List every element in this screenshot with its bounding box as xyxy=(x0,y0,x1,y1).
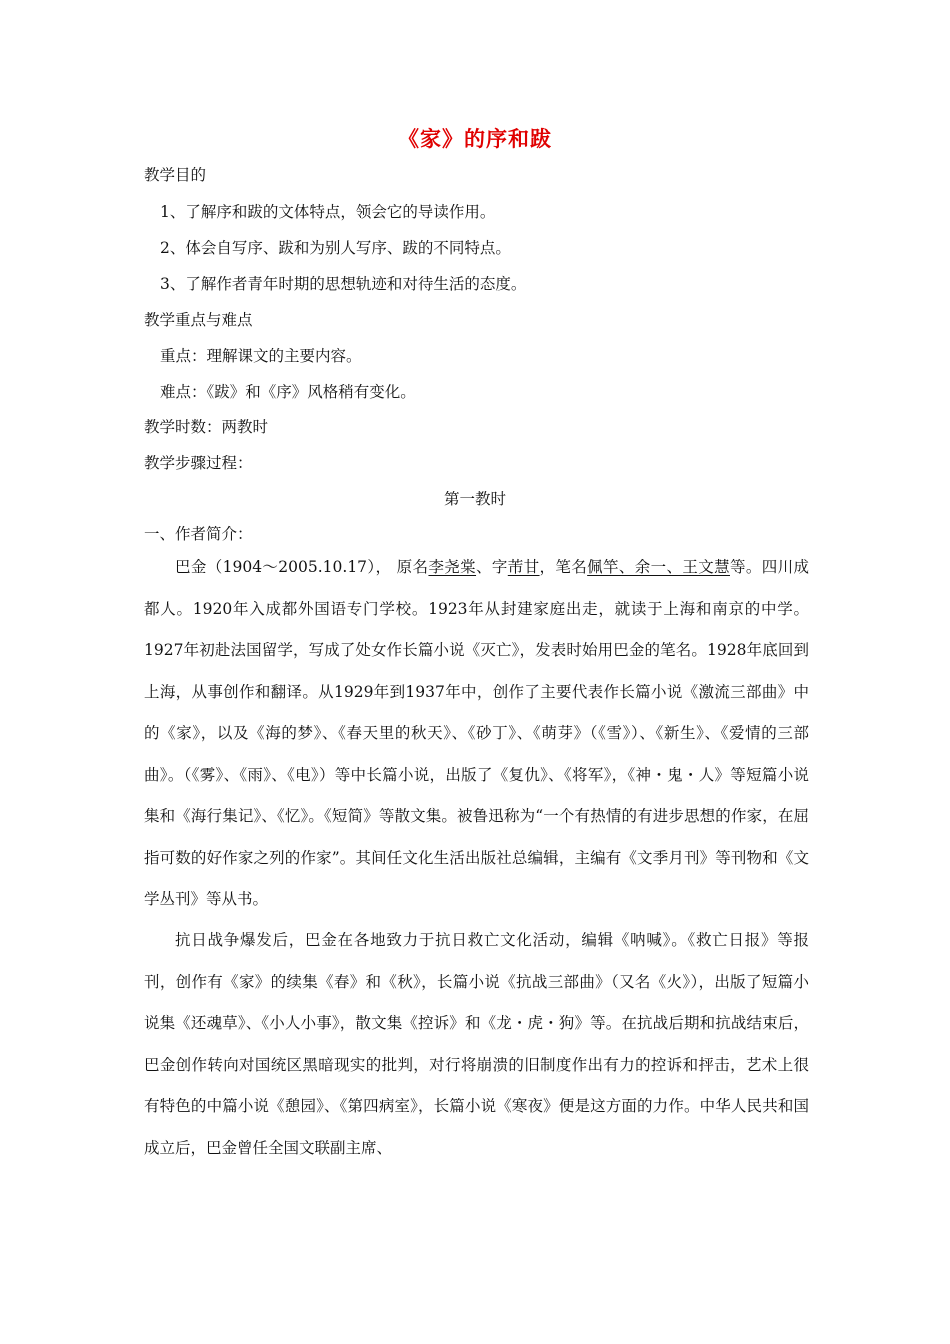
original-name: 李尧棠 xyxy=(428,558,477,576)
section-heading: 一、作者简介： xyxy=(144,525,253,543)
wartime-bio-paragraph: 抗日战争爆发后，巴金在各地致力于抗日救亡文化活动，编辑《呐喊》。《救亡日报》等报刊，创作有《家》的续集《春》和《秋》，长篇小说《抗战三部曲》（又名《火》），出版了短篇小说集《还魂草》、《小人小事》，散文集《控诉》和《龙・虎・狗》等。在抗战后期和抗战结束后，巴金创作转向对国统区黑暗现实的批判，对行将崩溃的旧制度作出有力的控诉和抨击，艺术上很有特色的中篇小说《憩园》、《第四病室》，长篇小说《寒夜》便是这方面的力作。中华人民共和国成立后，巴金曾任全国文联副主席、 xyxy=(144,931,809,1157)
teaching-hours: 教学时数：两教时 xyxy=(144,418,269,436)
objectives-heading: 教学目的 xyxy=(144,166,207,184)
bio-text: 等。四川成都人。1920年入成都外国语专门学校。1923年从封建家庭出走，就读于上海和南京的中学。1927年初赴法国留学，写成了处女作长篇小说《灭亡》，发表时始用巴金的笔名。1928年底回到上海，从事创作和翻译。从1929年到1937年中，创作了主要代表作长篇小说《激流三部曲》中的《家》，以及《海的梦》、《春天里的秋天》、《砂丁》、《萌芽》（《雪》）、《新生》、《爱情的三部曲》。（《雾》、《雨》、《电》）等中长篇小说，出版了《复仇》、《将军》，《神・鬼・人》等短篇小说集和《海行集记》、《忆》。《短简》等散文集。被鲁迅称为“一个有热情的有进步思想的作家，在屈指可数的好作家之列的作家”。其间任文化生活出版社总编辑，主编有《文季月刊》等刊物和《文学丛刊》等从书。 xyxy=(144,558,809,908)
focus-key: 重点：理解课文的主要内容。 xyxy=(160,347,362,365)
bio-text: 、字 xyxy=(476,558,508,576)
bio-text: ，笔名 xyxy=(539,558,588,576)
lesson-heading: 第一教时 xyxy=(443,490,506,508)
page-title: 《家》的序和跋 xyxy=(398,126,552,151)
teaching-process: 教学步骤过程： xyxy=(144,454,253,472)
objective-item: 3、了解作者青年时期的思想轨迹和对待生活的态度。 xyxy=(160,275,527,293)
courtesy-name: 芾甘 xyxy=(507,558,540,576)
objective-item: 1、了解序和跋的文体特点，领会它的导读作用。 xyxy=(160,203,496,221)
focus-heading: 教学重点与难点 xyxy=(144,311,253,329)
focus-difficulty: 难点：《跋》和《序》风格稍有变化。 xyxy=(160,383,416,401)
objective-item: 2、体会自写序、跋和为别人写序、跋的不同特点。 xyxy=(160,239,511,257)
author-bio-paragraph xyxy=(144,547,809,921)
pen-names: 佩竿、余一、王文慧 xyxy=(587,558,730,576)
bio-text: 巴金（1904～2005.10.17）， 原名 xyxy=(175,558,429,576)
